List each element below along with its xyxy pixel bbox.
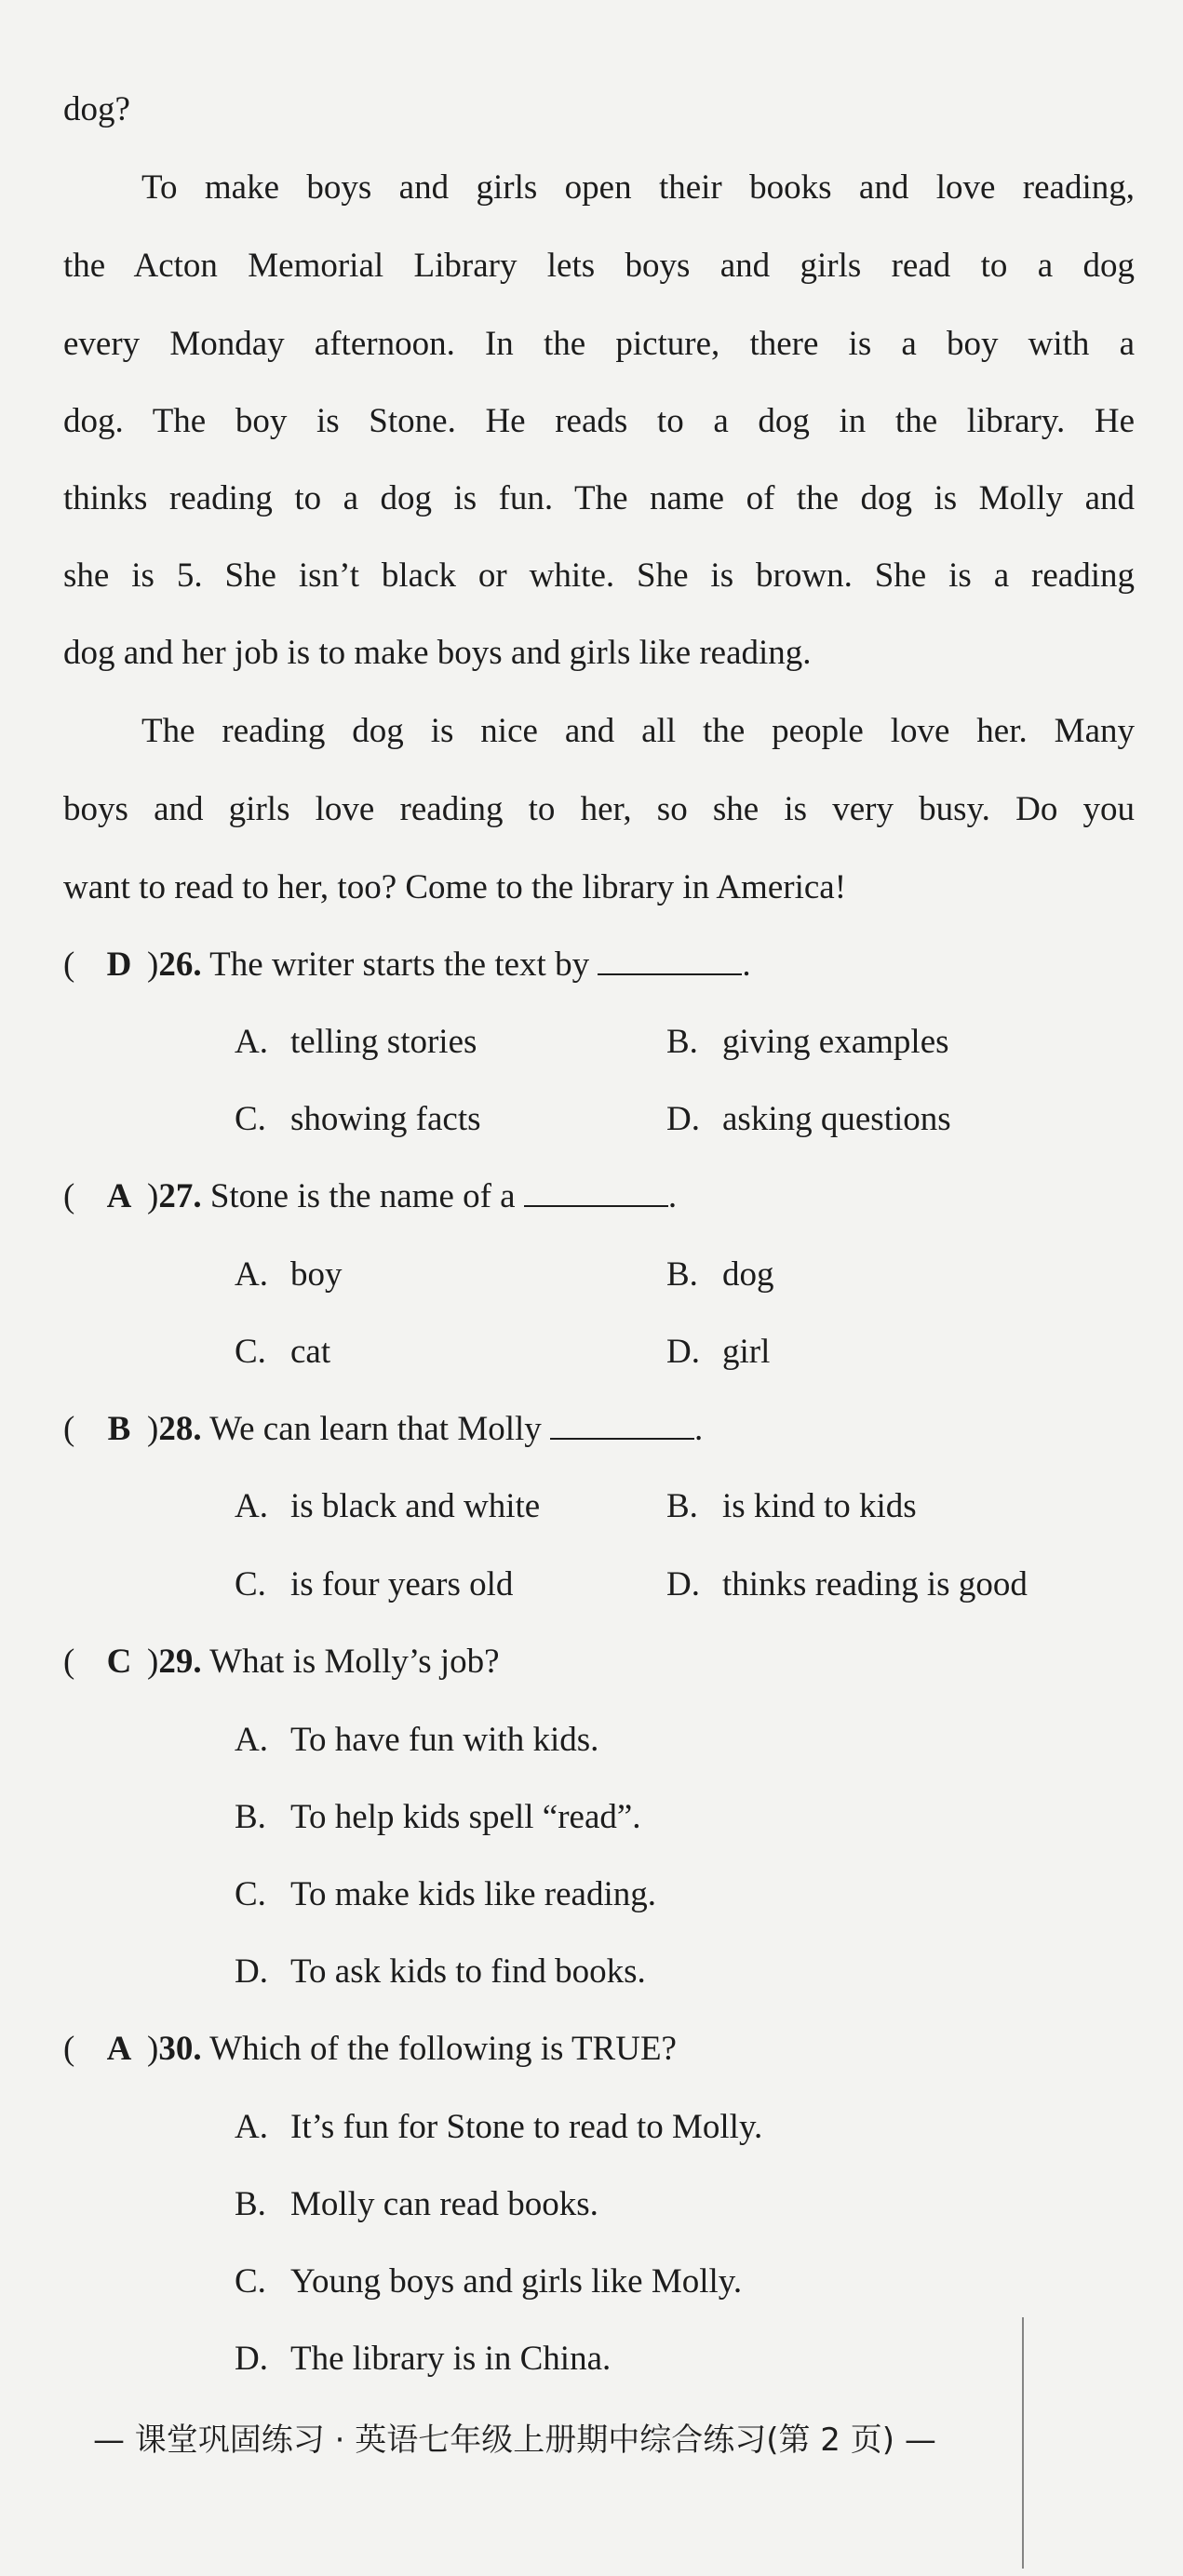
passage-line: dog? bbox=[63, 90, 130, 128]
paren-open: ( bbox=[63, 2030, 75, 2068]
answer-blank bbox=[598, 946, 742, 975]
question-number: 27. bbox=[158, 1177, 202, 1215]
paren-close: ) bbox=[147, 1177, 159, 1215]
paren-open: ( bbox=[63, 1177, 75, 1215]
question-stem: What is Molly’s job? bbox=[209, 1643, 500, 1681]
passage-line: dog. The boy is Stone. He reads to a dog in the library. He bbox=[63, 402, 1135, 440]
option-c: C. is four years old bbox=[235, 1565, 514, 1603]
question-stem: Which of the following is TRUE? bbox=[209, 2030, 677, 2068]
answer-blank bbox=[550, 1410, 694, 1440]
option-a: A. is black and white bbox=[235, 1487, 541, 1525]
passage-line: boys and girls love reading to her, so she is very busy. Do you bbox=[63, 790, 1135, 828]
passage-line: The reading dog is nice and all the people love her. Many bbox=[141, 712, 1135, 750]
paren-open: ( bbox=[63, 1643, 75, 1681]
option-c: C. To make kids like reading. bbox=[235, 1875, 656, 1913]
option-a: A. It’s fun for Stone to read to Molly. bbox=[235, 2108, 763, 2146]
question-number: 26. bbox=[158, 946, 202, 984]
option-b: B. dog bbox=[666, 1255, 774, 1294]
stem-end: . bbox=[667, 1177, 678, 1215]
question-stem: Stone is the name of a bbox=[209, 1177, 516, 1215]
question-27 bbox=[63, 1176, 677, 1217]
passage-line: dog and her job is to make boys and girls like reading. bbox=[63, 634, 812, 672]
question-stem: We can learn that Molly bbox=[209, 1410, 542, 1448]
passage-line: want to read to her, too? Come to the library in America! bbox=[63, 868, 847, 906]
option-b: B. Molly can read books. bbox=[235, 2185, 598, 2223]
option-a: A. To have fun with kids. bbox=[235, 1721, 599, 1759]
stem-end: . bbox=[742, 946, 751, 984]
option-d: D. The library is in China. bbox=[235, 2340, 612, 2378]
passage-line: the Acton Memorial Library lets boys and girls read to a dog bbox=[63, 247, 1135, 285]
paren-open: ( bbox=[63, 1410, 75, 1448]
option-b: B. giving examples bbox=[666, 1023, 949, 1061]
option-b: B. To help kids spell “read”. bbox=[235, 1798, 641, 1836]
passage-line: To make boys and girls open their books and love reading, bbox=[141, 168, 1135, 207]
passage-line: she is 5. She isn’t black or white. She is brown. She is a reading bbox=[63, 557, 1135, 595]
option-d: D. asking questions bbox=[666, 1100, 951, 1138]
option-a: A. boy bbox=[235, 1255, 343, 1294]
option-a: A. telling stories bbox=[235, 1023, 477, 1061]
stem-end: . bbox=[694, 1410, 704, 1448]
answer-mark: C bbox=[106, 1643, 132, 1681]
margin-rule bbox=[1022, 2317, 1024, 2569]
question-28 bbox=[63, 1409, 703, 1450]
question-30 bbox=[63, 2029, 677, 2070]
question-26 bbox=[63, 945, 751, 986]
answer-mark: A bbox=[106, 1177, 132, 1215]
paren-close: ) bbox=[147, 1410, 159, 1448]
paren-close: ) bbox=[147, 946, 159, 984]
question-stem: The writer starts the text by bbox=[209, 946, 590, 984]
paren-open: ( bbox=[63, 946, 75, 984]
option-d: D. To ask kids to find books. bbox=[235, 1952, 646, 1991]
question-number: 29. bbox=[158, 1643, 202, 1681]
option-c: C. cat bbox=[235, 1333, 331, 1371]
question-number: 30. bbox=[158, 2030, 202, 2068]
page-footer: — 课堂巩固练习 · 英语七年级上册期中综合练习(第 2 页) — bbox=[93, 2422, 936, 2459]
paren-close: ) bbox=[147, 2030, 159, 2068]
passage-line: thinks reading to a dog is fun. The name of the dog is Molly and bbox=[63, 479, 1135, 517]
answer-blank bbox=[524, 1177, 668, 1207]
option-b: B. is kind to kids bbox=[666, 1487, 917, 1525]
option-c: C. Young boys and girls like Molly. bbox=[235, 2262, 743, 2301]
option-c: C. showing facts bbox=[235, 1100, 481, 1138]
paren-close: ) bbox=[147, 1643, 159, 1681]
option-d: D. thinks reading is good bbox=[666, 1565, 1028, 1603]
option-d: D. girl bbox=[666, 1333, 771, 1371]
answer-mark: B bbox=[107, 1410, 131, 1448]
answer-mark: D bbox=[106, 946, 132, 984]
answer-mark: A bbox=[106, 2030, 132, 2068]
question-29 bbox=[63, 1642, 500, 1683]
passage-line: every Monday afternoon. In the picture, there is a boy with a bbox=[63, 325, 1135, 363]
question-number: 28. bbox=[158, 1410, 202, 1448]
